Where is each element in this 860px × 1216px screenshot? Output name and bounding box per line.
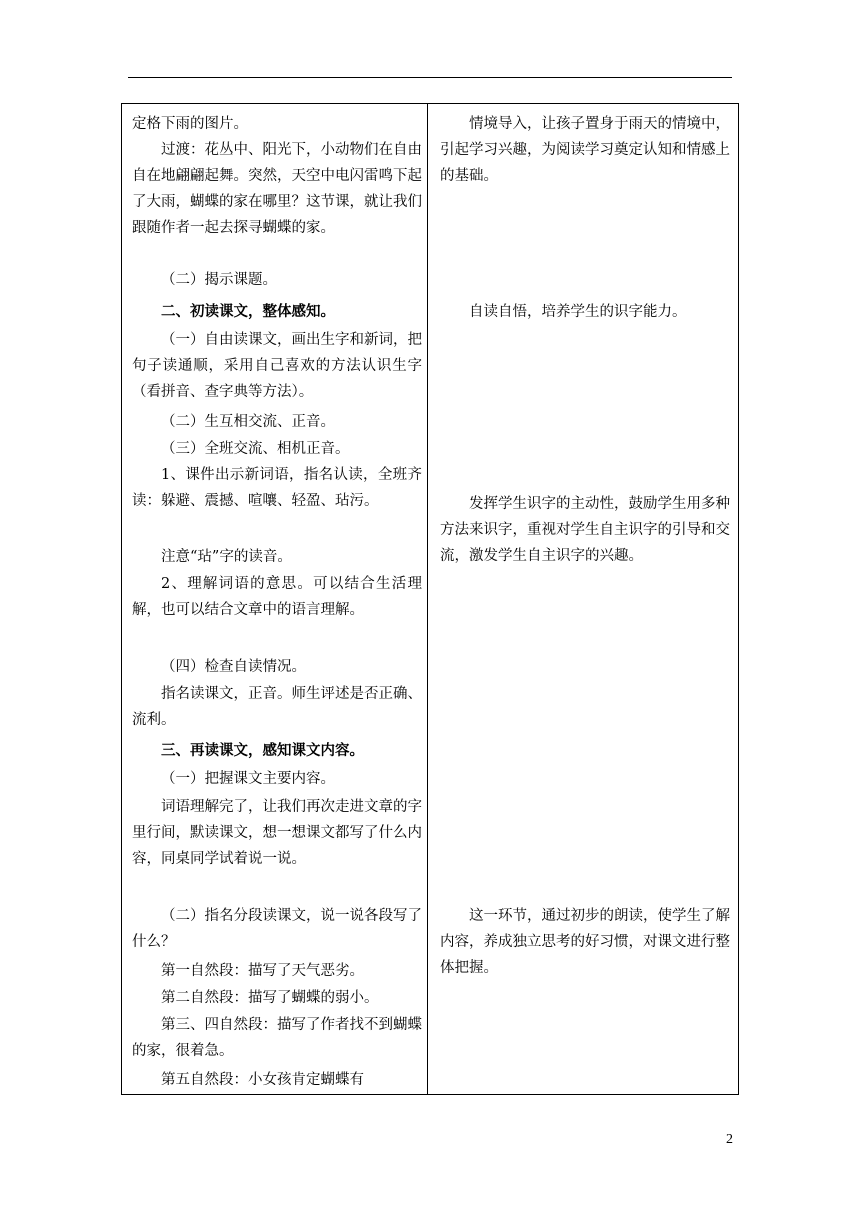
paragraph: 第二自然段：描写了蝴蝶的弱小。 (161, 990, 379, 1006)
paragraph: 自读自悟，培养学生的识字能力。 (469, 304, 687, 320)
page-number: 2 (726, 1132, 733, 1147)
section-heading: 二、初读课文，整体感知。 (161, 303, 335, 320)
paragraph: （一）自由读课文，画出生字和新词，把句子读通顺，采用自己喜欢的方法认识生字（看拼音、查字典等方法）。 (132, 332, 422, 400)
paragraph: 1、课件出示新词语，指名认读，全班齐读：躲避、震撼、喧嚷、轻盈、玷污。 (132, 467, 422, 509)
paragraph: 词语理解完了，让我们再次走进文章的字里行间，默读课文，想一想课文都写了什么内容，同桌同学试着说一说。 (132, 799, 422, 867)
paragraph: 过渡：花丛中、阳光下，小动物们在自由自在地翩翩起舞。突然，天空中电闪雷鸣下起了大雨，蝴蝶的家在哪里？这节课，就让我们跟随作者一起去探寻蝴蝶的家。 (132, 142, 422, 236)
paragraph: 指名读课文，正音。师生评述是否正确、流利。 (132, 686, 422, 728)
paragraph: 第一自然段：描写了天气恶劣。 (161, 963, 364, 979)
paragraph: 2、理解词语的意思。可以结合生活理解，也可以结合文章中的语言理解。 (132, 576, 422, 618)
paragraph: （四）检查自读情况。 (161, 659, 306, 675)
paragraph: （二）指名分段读课文，说一说各段写了什么？ (132, 908, 422, 950)
paragraph: 第三、四自然段：描写了作者找不到蝴蝶的家，很着急。 (132, 1017, 422, 1059)
paragraph: 这一环节，通过初步的朗读，使学生了解内容，养成独立思考的好习惯，对课文进行整体把握。 (440, 908, 730, 976)
header-rule (128, 77, 732, 78)
paragraph: 定格下雨的图片。 (132, 116, 248, 132)
paragraph: （三）全班交流、相机正音。 (161, 441, 350, 457)
paragraph: 第五自然段：小女孩肯定蝴蝶有 (161, 1072, 364, 1088)
paragraph: 注意“玷”字的读音。 (161, 549, 292, 565)
paragraph: （二）生互相交流、正音。 (161, 414, 335, 430)
paragraph: （一）把握课文主要内容。 (161, 771, 335, 787)
column-divider (427, 103, 428, 1095)
paragraph: （二）揭示课题。 (161, 272, 277, 288)
section-heading: 三、再读课文，感知课文内容。 (161, 742, 364, 759)
paragraph: 发挥学生识字的主动性，鼓励学生用多种方法来识字，重视对学生自主识字的引导和交流，激发学生自主识字的兴趣。 (440, 496, 730, 564)
paragraph: 情境导入，让孩子置身于雨天的情境中，引起学习兴趣，为阅读学习奠定认知和情感上的基础。 (440, 116, 730, 184)
